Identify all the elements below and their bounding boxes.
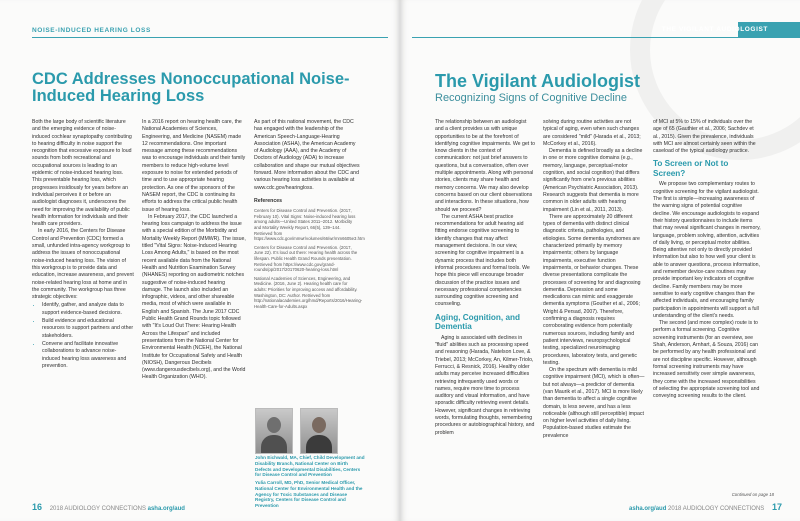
paragraph: There are approximately 20 different types of dementia with distinct clinical diagnostic criteria, pathologies, and etiologies. Some dementia syndromes are characterized primarily by memory impairments; others by language impairments, executive function impairments, or behavior changes. These diverse presentations complicate the processes of screening for and diagnosing dementia. Depression and some medications can mimic and exaggerate dementia symptoms (Gouther et al., 2006; Wright & Persad, 2007). Therefore, confirming a diagnosis requires corroborating evidence from potentially numerous sources, including family and patient interviews, neuropsychological testing, specialized neuroimaging procedures, laboratory tests, and genetic testing.	[543, 213, 641, 366]
page-folio	[629, 502, 782, 512]
page-number: 16	[32, 502, 43, 512]
publication-url: asha.org/aud	[629, 506, 667, 512]
paragraph: On the spectrum with dementia is mild cognitive impairment (MCI), which is often—but not always—a predictor of dementia (van Maurik et al., 2017). MCI is more likely than dementia to affect a single cognitive domain, is less severe, and has a less noticeable (although still perceptible) impact on higher level activities of daily living. Population-based studies estimate the prevalence	[543, 367, 645, 439]
continued-note: Continued on page 18	[731, 492, 774, 497]
references-heading: References	[254, 197, 282, 204]
paragraph: The current ASHA best practice recommendations for adult hearing aid fitting endorse cognitive screening to identify changes that may affect management decisions. In our view, screening for cognitive impairment is a dynamic process that includes both informal procedures and formal tools. We hope this piece will encourage broader discussion of the practice issues and necessary professional competencies surrounding cognitive screening and counseling.	[435, 213, 530, 308]
paragraph: As part of this national movement, the CDC has engaged with the leadership of the American Speech-Language-Hearing Association (ASHA), the American Academy of Audiology (AAA), and the Academy of Doctors of Audiology (ADA) to increase collaboration and shape our mutual objectives forward. More information about the CDC and various hearing loss activities is available at www.cdc.gov/hearingloss.	[254, 119, 360, 191]
paragraph: The second (and more complex) route is to perform a formal screening. Cognitive screening instruments (for an overview, see Shah, Anderson, Arnhart, & Souza, 2016) can be performed by any health professional and are not discipline specific. However, although formal screening instruments may have increased sensitivity over simple awareness, they come with the increased responsibilities of selecting the appropriate screening tool and conveying screening results to the client.	[653, 320, 760, 400]
list-item: • Convene and facilitate innovative collaborations to advance noise-induced hearing loss awareness and prevention.	[42, 341, 134, 370]
running-head: NOISE-INDUCED HEARING LOSS	[32, 27, 151, 34]
paragraph: Dementia is defined broadly as a decline in one or more cognitive domains (e.g., memory, language, perceptual-motor cognition, and social cognition) that differs significantly from one's previous abilities (American Psychiatric Association, 2013). Research suggests that dementia is more common in older adults with hearing impairment (Lin et al., 2011, 2013).	[543, 148, 643, 213]
reference: Centers for Disease Control and Prevention. (2017, February 10). Vital Signs: Noise-induced hearing loss among adults—United States 2011–2012. Morbidity and Mortality Weekly Report, 66(5), 139–144. Retrieved from https://www.cdc.gov/mmwr/volumes/66/wr/mm6605e3.htm	[254, 208, 365, 242]
author-bio	[255, 480, 365, 509]
article-title: The Vigilant Audiologist	[435, 71, 640, 91]
author-bio	[255, 455, 365, 478]
objectives-list	[32, 302, 134, 370]
paragraph: We propose two complementary routes to cognitive screening for the vigilant audiologist. The first is simple—increasing awareness of the warning signs of potential cognitive decline. We encourage audiologists to expand their history questionnaires to include items that may reveal significant changes in memory, language, problem solving, attention, activities of daily living, or perceptual motor abilities. Being attentive not only to directly provided information but also to how well your client is able to answer questions, process information, and remember device-care routines may provide important key indicators of cognitive decline. Family members may be more sensitive to early cognitive changes than the affected individuals, and encouraging family participation in appointments will support a full understanding of the client's needs.	[653, 181, 761, 319]
author-photo	[300, 408, 338, 454]
paragraph: In early 2016, the Centers for Disease Control and Prevention (CDC) formed a small, unfunded intra-agency workgroup to address the issues of nonoccupational noise-induced hearing loss. The vision of this workgroup is to provide data and education, increase awareness, and prevent noise-related hearing loss at home and in the community. The workgroup has three strategic objectives:	[32, 228, 134, 301]
list-item: • Identify, gather, and analyze data to support evidence-based decisions.	[42, 302, 134, 317]
article-title: CDC Addresses Nonoccupational Noise-Induced Hearing Loss	[32, 70, 350, 106]
right-page	[400, 0, 800, 521]
section-heading: To Screen or Not to Screen?	[653, 159, 729, 178]
column-3	[254, 119, 365, 309]
column-3	[653, 119, 761, 400]
paragraph: of MCI at 5% to 15% of individuals over the age of 65 (Gauthier et al., 2006; Sachdev et al., 2015). Given the prevalence, individuals with MCI are almost certainly seen within the caseload of the typical audiology practice.	[653, 119, 756, 155]
publication-name: 2018 AUDIOLOGY CONNECTIONS	[49, 506, 146, 512]
page-number: 17	[771, 502, 782, 512]
paragraph: The relationship between an audiologist and a client provides us with unique opportunities to be at the forefront of identifying cognitive impairments. We get to know clients in the context of communication: not just brief answers to questions, but a conversation, often over multiple appointments. Along with personal stories, clients may share health and memory concerns. We may also develop concerns based on our client observations and interactions. In these situations, how should we proceed?	[435, 119, 535, 213]
column-1	[435, 119, 535, 437]
column-2	[142, 119, 246, 382]
paragraph: In a 2016 report on hearing health care, the National Academies of Sciences, Engineering, and Medicine (NASEM) made 12 recommendations. One important message among these recommendations was to encourage individuals and their family members to reduce high-volume level exposure to noise for extended periods of time and to use appropriate hearing protection. As one of the sponsors of the NASEM report, the CDC is continuing its efforts to address the critical public health issue of hearing loss.	[142, 119, 246, 213]
running-head: THE VIGILANT AUDIOLOGIST	[661, 26, 768, 33]
section-heading: Aging, Cognition, and Dementia	[435, 312, 521, 332]
paragraph: Both the large body of scientific literature and the emerging evidence of noise-induced cochlear synaptopathy contributing to hearing difficulty in noise support the recognition that excessive exposure to loud sounds from both recreational and occupational sources is leading to an epidemic of noise-induced hearing loss. This preventable hearing loss, which progresses insidiously for years before an individual perceives it or before an audiologist diagnoses it, underscores the need for improving the availability of public health information for individuals and their health care providers.	[32, 119, 132, 228]
bio-text: John Eichwald, MA, Chief, Child Development and Disability Branch, National Center on Birth Defects and Developmental Disabilities, Centers for Disease Control and Prevention	[255, 455, 365, 478]
author-photo	[255, 408, 293, 454]
publication-url: asha.org/aud	[147, 506, 185, 512]
publication-name: 2018 AUDIOLOGY CONNECTIONS	[668, 506, 765, 512]
reference: National Academies of Sciences, Engineering, and Medicine. (2016, June 2). Hearing health care for adults: Priorities for improving access and affordability. Washington, DC: Author. Retrieved from http://nationalacademies.org/hmd/Reports/2016/Hearing-Health-Care-for-Adults.aspx	[254, 275, 363, 309]
reference: Centers for Disease Control and Prevention. (2017, June 22). It's loud out there: Hearing health across the lifespan. Public Health Grand Rounds presentation. Retrieved from https://www.cdc.gov/grand-rounds/pp/2017/20170620-hearing-loss.html	[254, 244, 358, 273]
paragraph: solving during routine activities are not typical of aging, even when such changes are considered "mild" (Harada et al., 2013; McCorkey et al., 2016).	[543, 119, 641, 147]
article-subtitle: Recognizing Signs of Cognitive Decline	[435, 92, 627, 104]
column-1	[32, 119, 134, 371]
header-rule	[412, 37, 768, 38]
paragraph: In February 2017, the CDC launched a hearing loss campaign to address the issue with a special edition of the Morbidity and Mortality Weekly Report (MMWR). The issue, titled "Vital Signs: Noise-Induced Hearing Loss Among Adults," is based on the most recent available data from the National Health and Nutrition Examination Survey (NHANES) reporting on audiometric notches suggestive of noise-induced hearing damage. The launch also included an infographic, videos, and other shareable media, most of which were available in English and Spanish. The June 2017 CDC Public Health Grand Rounds topic followed with "It's Loud Out There: Hearing Health Across the Lifespan" and included presentations from the National Center for Environmental Health (NCEH), the National Institute for Occupational Safety and Health (NIOSH), Dangerous Decibels (www.dangerousdecibels.org), and the World Health Organization (WHO).	[142, 213, 246, 381]
paragraph: Aging is associated with declines in "fluid" abilities such as processing speed and reasoning (Harada, Natelson Love, & Triebel, 2013; McCorkey, An, Kilmer-Triolo, Ferrucci, & Resnick, 2016). Healthy older adults may perceive increased difficulties retrieving infrequently used words or names, require more time to process auditory and visual information, and have sporadic difficulty retrieving event details. However, significant changes in retrieving words, formulating thoughts, remembering procedures or autobiographical history, and problem	[435, 334, 535, 436]
page-folio	[32, 502, 185, 512]
header-rule	[32, 37, 388, 38]
list-item: • Build evidence and educational resources to support partners and other stakeholders.	[42, 318, 134, 340]
bio-text: Yulia Carroll, MD, PhD, Senior Medical Officer, National Center for Environmental Health and the Agency for Toxic Substances and Disease Registry, Centers for Disease Control and Prevention	[255, 480, 363, 509]
column-2	[543, 119, 645, 440]
